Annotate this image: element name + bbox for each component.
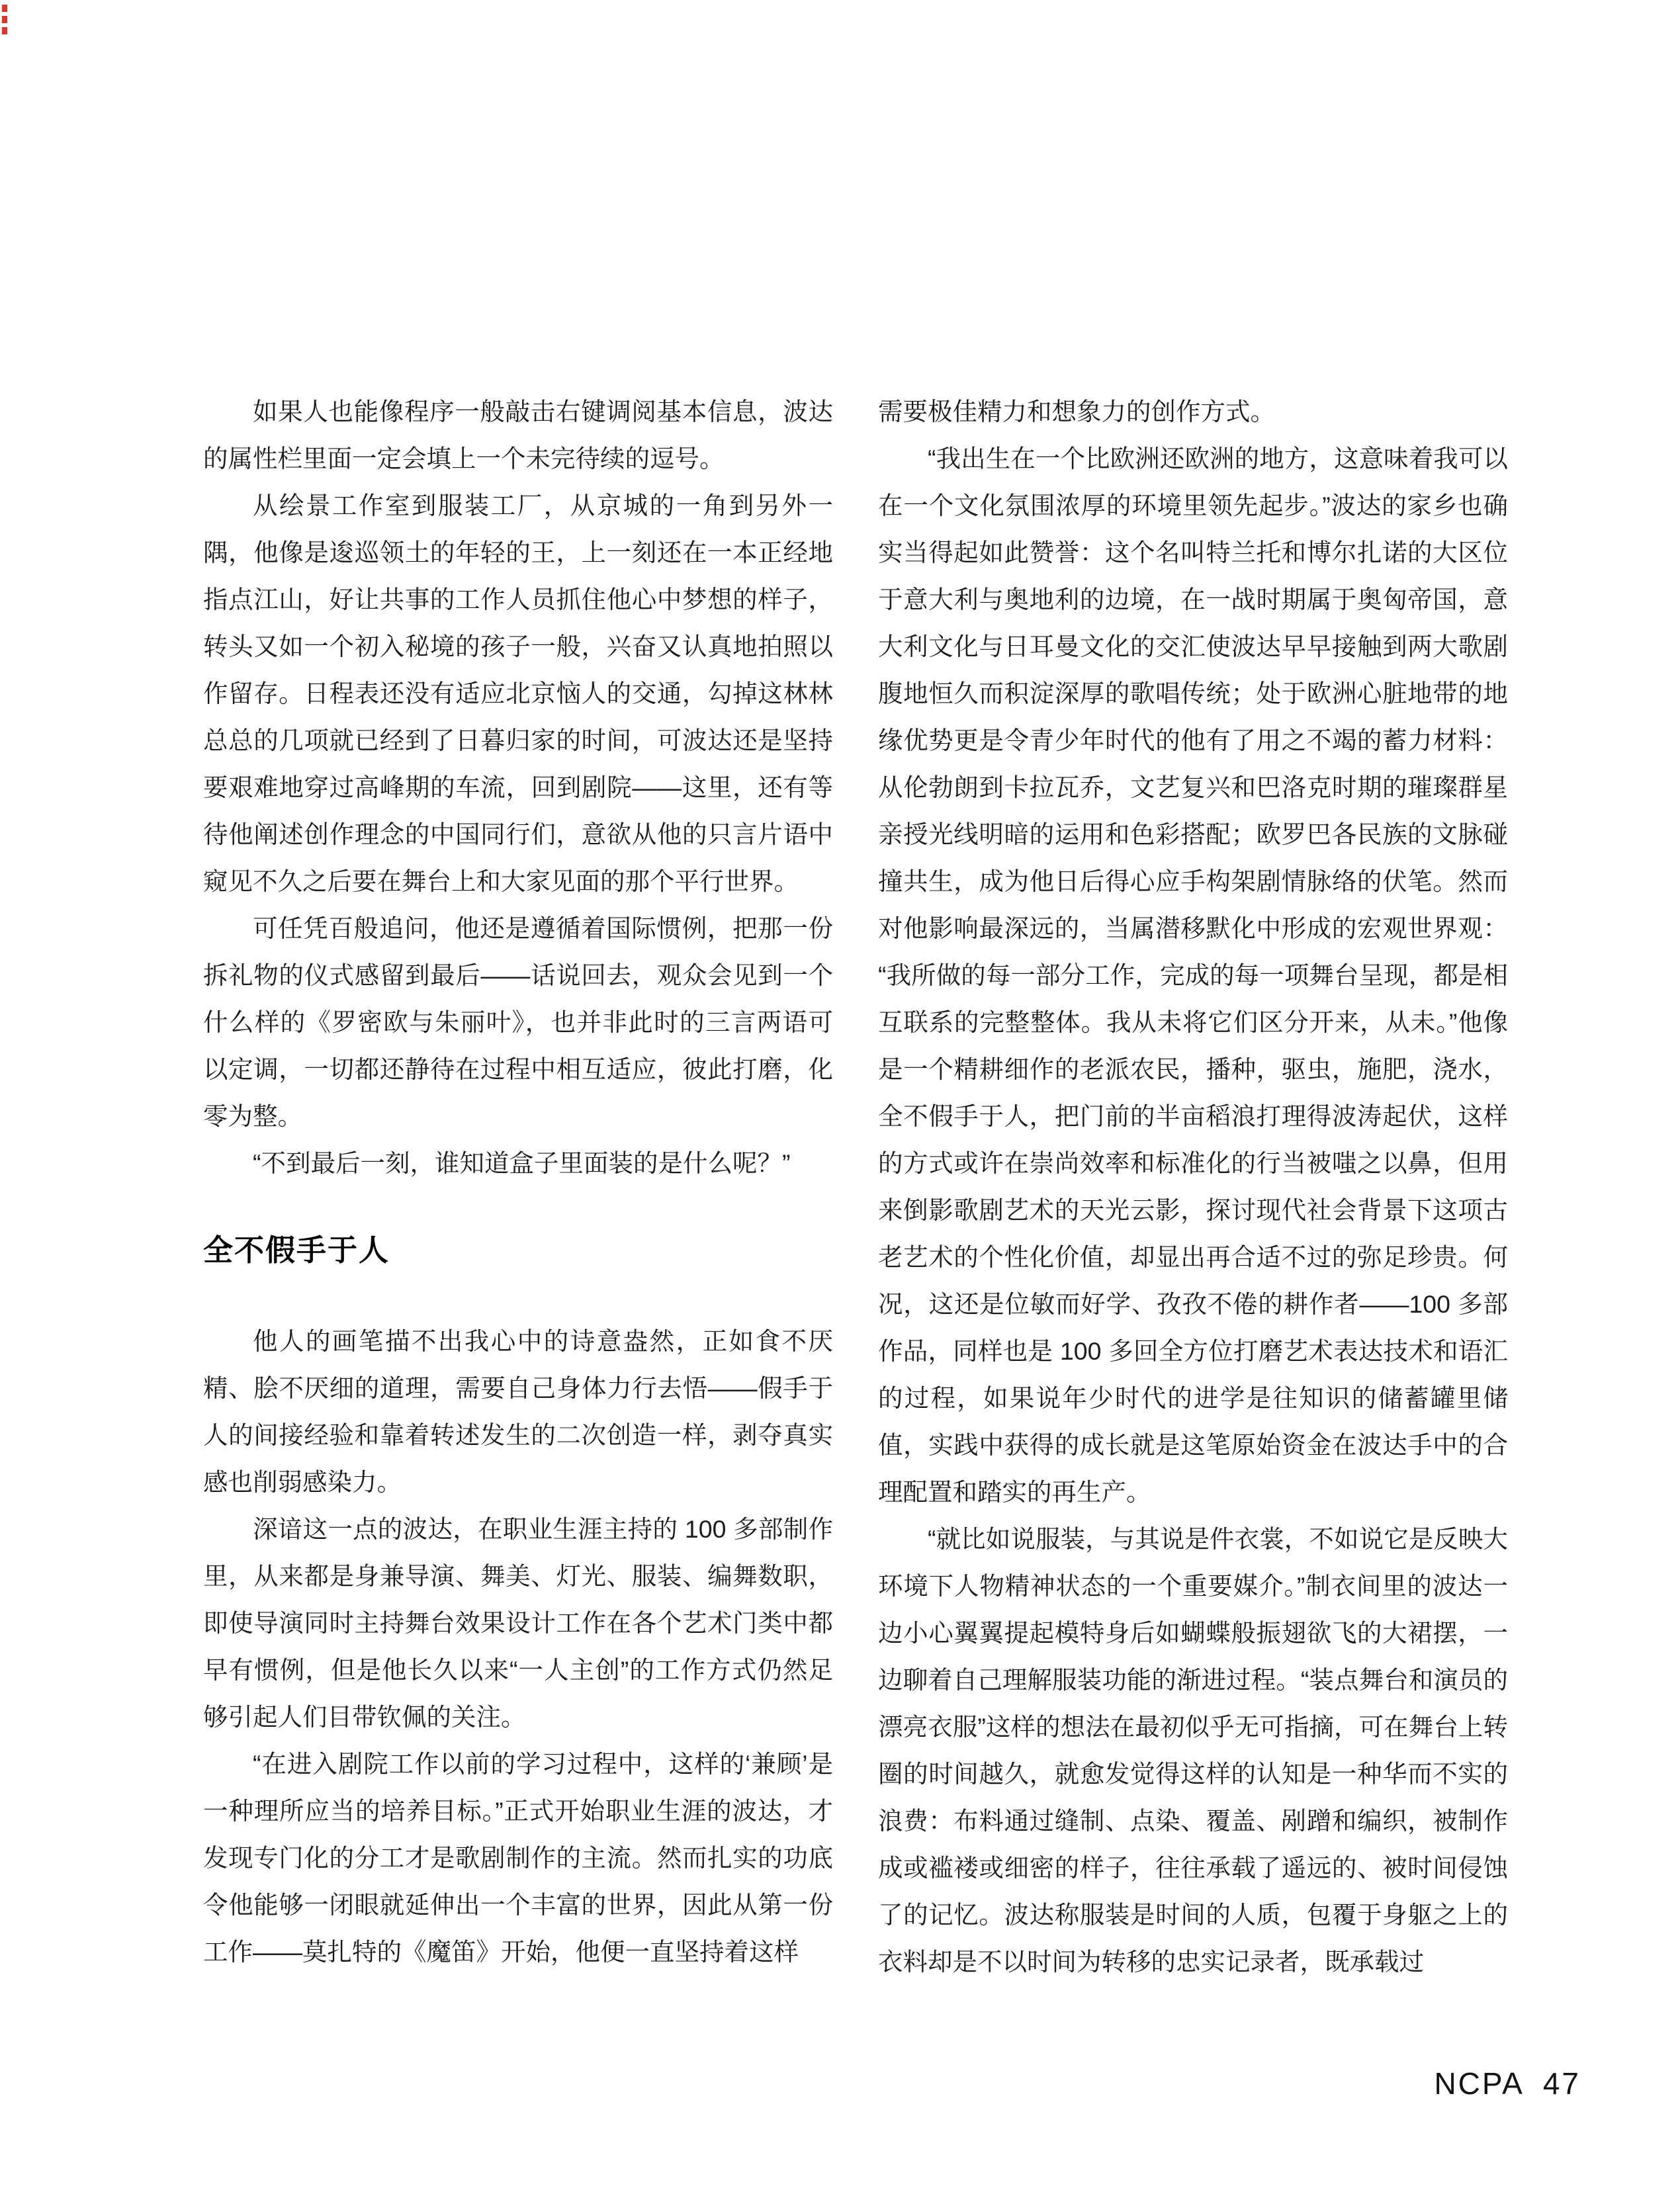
body-paragraph: 需要极佳精力和想象力的创作方式。 [878, 398, 1275, 425]
body-paragraph: 他人的画笔描不出我心中的诗意盎然，正如食不厌精、脍不厌细的道理，需要自己身体力行去悟——假手于人的间接经验和靠着转述发生的二次创造一样，剥夺真实感也削弱感染力。 [203, 1327, 833, 1496]
red-dash-mark [2, 5, 7, 12]
page-footer [1434, 2067, 1581, 2100]
body-paragraph: “我出生在一个比欧洲还欧洲的地方，这意味着我可以在一个文化氛围浓厚的环境里领先起步。”波达的家乡也确实当得起如此赞誉：这个名叫特兰托和博尔扎诺的大区位于意大利与奥地利的边境，在一战时期属于奥匈帝国，意大利文化与日耳曼文化的交汇使波达早早接触到两大歌剧腹地恒久而积淀深厚的歌唱传统；处于欧洲心脏地带的地缘优势更是令青少年时代的他有了用之不竭的蓄力材料：从伦勃朗到卡拉瓦乔，文艺复兴和巴洛克时期的璀璨群星亲授光线明暗的运用和色彩搭配；欧罗巴各民族的文脉碰撞共生，成为他日后得心应手构架剧情脉络的伏笔。然而对他影响最深远的，当属潜移默化中形成的宏观世界观：“我所做的每一部分工作，完成的每一项舞台呈现，都是相互联系的完整整体。我从未将它们区分开来，从未。”他像是一个精耕细作的老派农民，播种，驱虫，施肥，浇水，全不假手于人，把门前的半亩稻浪打理得波涛起伏，这样的方式或许在崇尚效率和标准化的行当被嗤之以鼻，但用来倒影歌剧艺术的天光云影，探讨现代社会背景下这项古老艺术的个性化价值，却显出再合适不过的弥足珍贵。何况，这还是位敏而好学、孜孜不倦的耕作者——100 多部作品，同样也是 100 多回全方位打磨艺术表达技术和语汇的过程，如果说年少时代的进学是往知识的储蓄罐里储值，实践中获得的成长就是这笔原始资金在波达手中的合理配置和踏实的再生产。 [878, 445, 1508, 1506]
section-heading: 全不假手于人 [203, 1233, 390, 1267]
body-paragraph: 从绘景工作室到服装工厂，从京城的一角到另外一隅，他像是逡巡领土的年轻的王，上一刻还在一本正经地指点江山，好让共事的工作人员抓住他心中梦想的样子，转头又如一个初入秘境的孩子一般，兴奋又认真地拍照以作留存。日程表还没有适应北京恼人的交通，勾掉这林林总总的几项就已经到了日暮归家的时间，可波达还是坚持要艰难地穿过高峰期的车流，回到剧院——这里，还有等待他阐述创作理念的中国同行们，意欲从他的只言片语中窥见不久之后要在舞台上和大家见面的那个平行世界。 [203, 492, 833, 895]
red-dash-mark [2, 27, 7, 34]
body-paragraph: “就比如说服装，与其说是件衣裳，不如说它是反映大环境下人物精神状态的一个重要媒介。”制衣间里的波达一边小心翼翼提起模特身后如蝴蝶般振翅欲飞的大裙摆，一边聊着自己理解服装功能的渐进过程。“装点舞台和演员的漂亮衣服”这样的想法在最初似乎无可指摘，可在舞台上转圈的时间越久，就愈发觉得这样的认知是一种华而不实的浪费：布料通过缝制、点染、覆盖、剐蹭和编织，被制作成或褴褛或细密的样子，往往承载了遥远的、被时间侵蚀了的记忆。波达称服装是时间的人质，包覆于身躯之上的衣料却是不以时间为转移的忠实记录者，既承载过 [878, 1525, 1508, 1976]
right-column [878, 388, 1508, 1986]
article-body [203, 388, 1508, 1986]
body-paragraph: 如果人也能像程序一般敲击右键调阅基本信息，波达的属性栏里面一定会填上一个未完待续的逗号。 [203, 398, 833, 472]
corner-registration-marks [2, 5, 7, 34]
page-number: 47 [1542, 2066, 1581, 2101]
body-paragraph: “在进入剧院工作以前的学习过程中，这样的‘兼顾’是一种理所应当的培养目标。”正式开始职业生涯的波达，才发现专门化的分工才是歌剧制作的主流。然而扎实的功底令他能够一闭眼就延伸出一个丰富的世界，因此从第一份工作——莫扎特的《魔笛》开始，他便一直坚持着这样 [203, 1750, 833, 1966]
red-dash-mark [2, 16, 7, 23]
magazine-brand: NCPA [1434, 2066, 1525, 2101]
body-paragraph: 可任凭百般追问，他还是遵循着国际惯例，把那一份拆礼物的仪式感留到最后——话说回去，观众会见到一个什么样的《罗密欧与朱丽叶》，也并非此时的三言两语可以定调，一切都还静待在过程中相互适应，彼此打磨，化零为整。 [203, 914, 833, 1130]
left-column [203, 388, 833, 1986]
body-paragraph: 深谙这一点的波达，在职业生涯主持的 100 多部制作里，从来都是身兼导演、舞美、灯光、服装、编舞数职，即使导演同时主持舞台效果设计工作在各个艺术门类中都早有惯例，但是他长久以来“一人主创”的工作方式仍然足够引起人们目带钦佩的关注。 [203, 1515, 833, 1731]
body-paragraph: “不到最后一刻，谁知道盒子里面装的是什么呢？” [253, 1149, 791, 1177]
